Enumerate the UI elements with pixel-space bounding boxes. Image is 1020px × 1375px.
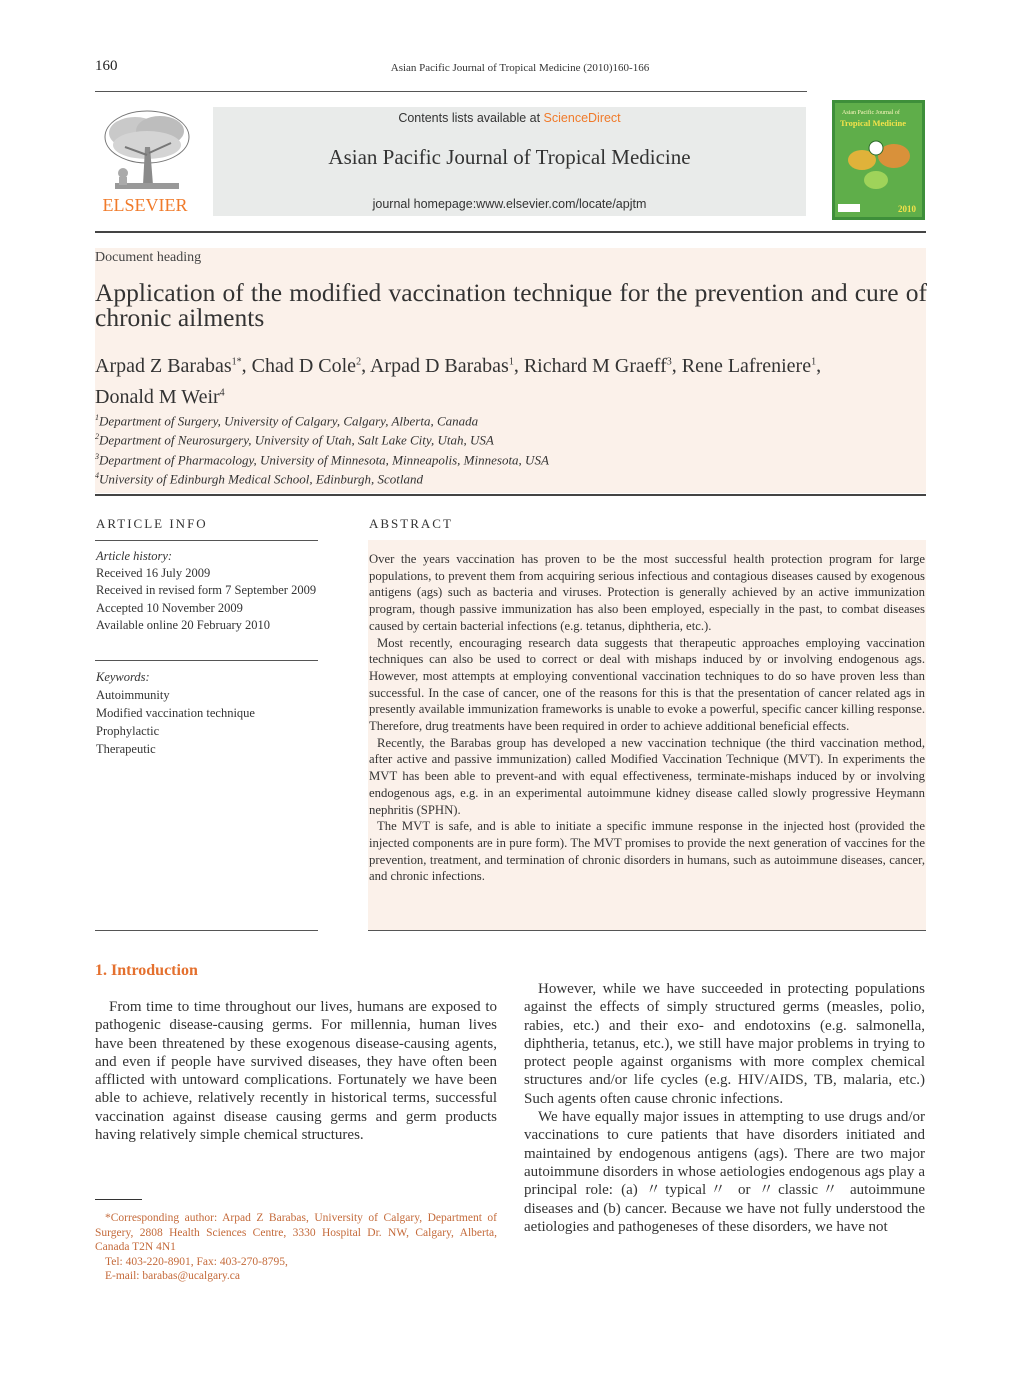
keyword[interactable]: Autoimmunity (96, 688, 170, 702)
svg-text:Tropical Medicine: Tropical Medicine (840, 118, 907, 128)
keywords-label: Keywords: (96, 670, 150, 684)
abstract-paragraph: Over the years vaccination has proven to be the most successful health protection program for large populations, to prevent them from acquiring serious infectious and contagious diseases caused by exogenous antigens (ags) such as bacteria and viruses. Protection is generally achieved by an active immunization program, though passive immunization has also been employed, especially in the past, to combat diseases caused by certain bacterial infections (e.g. tetanus, diphtheria, etc.). (369, 552, 925, 633)
elsevier-tree-icon (95, 107, 195, 217)
journal-cover-image[interactable] (832, 100, 925, 220)
journal-homepage-link[interactable]: journal homepage:www.elsevier.com/locate/apjtm (372, 197, 647, 211)
svg-text:ELSEVIER: ELSEVIER (102, 195, 188, 215)
abstract-bottom-rule (368, 930, 926, 931)
intro-right-column (524, 980, 925, 1236)
affiliation: $^1$Department of Surgery, University of Calgary, Calgary, Alberta, Canada (95, 413, 479, 429)
keyword[interactable]: Modified vaccination technique (96, 706, 255, 720)
article-info-heading: ARTICLE INFO (96, 516, 208, 531)
body-paragraph: We have equally major issues in attempting to use drugs and/or vaccinations to cure patients that have disorders initiated and maintained by endogenous antigens (ags). There are two major autoimmune disorders in whose aetiologies endogenous ags play a principal role: (a) 〃typical〃 or 〃classic〃 autoimmune diseases and (b) cancer. Because we have not fully understood the aetiologies and pathogeneses of these disorders, we have not (524, 1109, 925, 1235)
affiliation: $^4$University of Edinburgh Medical School, Edinburgh, Scotland (95, 470, 423, 487)
header-rule (95, 91, 807, 92)
footnote-corresponding: *Corresponding author: Arpad Z Barabas, University of Calgary, Department of Surgery, 2808 Health Sciences Centre, 3330 Hospital Dr. NW, Calgary, Alberta, Canada T2N 4N1 (95, 1212, 497, 1253)
body-paragraph: From time to time throughout our lives, humans are exposed to pathogenic disease-causing germs. For millennia, human lives have been threatened by these exogenous disease-causing agents, and even if people have survived diseases, they have often been afflicted with untoward complications. Fortunately we have been able to achieve, relatively recently in historical terms, successful vaccination against disease causing germs and germ products having relatively simple chemical structures. (95, 999, 497, 1144)
article-info-rule (95, 540, 318, 541)
author[interactable]: Arpad D Barabas$^1$ (369, 354, 514, 377)
article-info-bottom-rule (95, 930, 318, 931)
affiliation: $^3$Department of Pharmacology, University of Minnesota, Minneapolis, Minnesota, USA (95, 451, 549, 467)
cover-thumbnail-icon (832, 100, 925, 220)
history-item: Received 16 July 2009 (96, 566, 211, 581)
body-paragraph: However, while we have succeeded in protecting populations against the effects of simply structured germs (measles, polio, rabies, etc.) and their exo- and endotoxins (e.g. salmonella, diphtheria, tetanus, etc.), we still have major problems in trying to protect people against organisms with more complex chemical structures and/or life cycles (e.g. HIV/AIDS, TB, malaria, etc.) Such agents often cause chronic infections. (524, 981, 925, 1107)
abstract-paragraph: Recently, the Barabas group has developed a new vaccination technique (the third vaccination method, after active and passive immunization) called Modified Vaccination Technique (MVT). In experiments the MVT has been able to prevent-and with equal effectiveness, terminate-mishaps induced by or involving endogenous ags, e.g. in an experimental autoimmune kidney disease called slowly progressive Heymann nephritis (SPHN). (369, 735, 925, 817)
author-list: Arpad Z Barabas$^{1*}$, Chad D Cole$^2$, Arpad D Barabas$^1$, Richard M Graeff$^3$, Rene Lafreniere$^1$, Donald M Weir$^4$ (95, 354, 822, 409)
article-title: Application of the modified vaccination technique for the prevention and cure of chronic ailments (95, 278, 927, 332)
footnote-rule (95, 1199, 142, 1200)
svg-text:2010: 2010 (898, 204, 916, 214)
author[interactable]: Rene Lafreniere$^1$ (681, 354, 817, 377)
page-number: 160 (95, 58, 118, 74)
abstract-body (369, 551, 925, 885)
footnote-email[interactable]: E-mail: barabas@ucalgary.ca (105, 1270, 240, 1282)
history-label: Article history: (96, 549, 173, 563)
section-heading-introduction: 1. Introduction (95, 962, 198, 979)
keyword[interactable]: Prophylactic (96, 724, 160, 738)
affiliation: $^2$Department of Neurosurgery, University of Utah, Salt Lake City, Utah, USA (95, 432, 494, 448)
abstract-paragraph: The MVT is safe, and is able to initiate a specific immune response in the injected host (provided the injected components are in pure form). The MVT promises to provide the next generation of vaccines for the prevention, treatment, and termination of chronic disorders in humans, such as autoimmune diseases, cancer, and chronic infections. (369, 819, 925, 884)
article-history (96, 548, 316, 634)
abstract-heading: ABSTRACT (369, 516, 453, 531)
affiliation-list (95, 410, 795, 487)
author[interactable]: Richard M Graeff$^3$ (523, 354, 672, 377)
elsevier-logo[interactable] (95, 107, 195, 217)
author[interactable]: Donald M Weir$^4$ (95, 386, 225, 409)
keywords (96, 668, 255, 758)
running-title: Asian Pacific Journal of Tropical Medicine (2010)160-166 (390, 62, 650, 74)
header-bottom-rule (95, 494, 926, 496)
banner-bottom-rule (95, 231, 926, 233)
corresponding-author-footnote (95, 1211, 497, 1284)
svg-text:Asian Pacific Journal of: Asian Pacific Journal of (842, 110, 900, 116)
history-item: Available online 20 February 2010 (96, 617, 271, 632)
journal-banner (213, 107, 806, 216)
footnote-tel: Tel: 403-220-8901, Fax: 403-270-8795, (105, 1255, 288, 1268)
abstract-paragraph: Most recently, encouraging research data suggests that therapeutic approaches employing vaccination techniques can also be used to correct or deal with mishaps induced by or involving endogenous ags. However, most attempts at employing conventional vaccination techniques to do so have proven less than successful. In the case of cancer, one of the reasons for this is that the presentation of cancer related ags in presently available immunization frameworks is unable to evoke a powerful, specific cancer killing response. Therefore, drug treatments have been required in order to achieve additional beneficial effects. (369, 635, 925, 734)
author[interactable]: Arpad Z Barabas$^{1*}$ (95, 354, 242, 377)
journal-title: Asian Pacific Journal of Tropical Medicine (328, 145, 691, 169)
sciencedirect-link[interactable]: ScienceDirect (543, 111, 621, 125)
keyword[interactable]: Therapeutic (96, 742, 156, 756)
author[interactable]: Chad D Cole$^2$ (251, 354, 362, 377)
keywords-rule (95, 660, 318, 661)
document-heading: Document heading (95, 250, 202, 265)
intro-left-column (95, 998, 497, 1144)
history-item: Accepted 10 November 2009 (96, 600, 243, 615)
history-item: Received in revised form 7 September 2009 (96, 583, 317, 598)
contents-available: Contents lists available at ScienceDirect (398, 111, 621, 125)
